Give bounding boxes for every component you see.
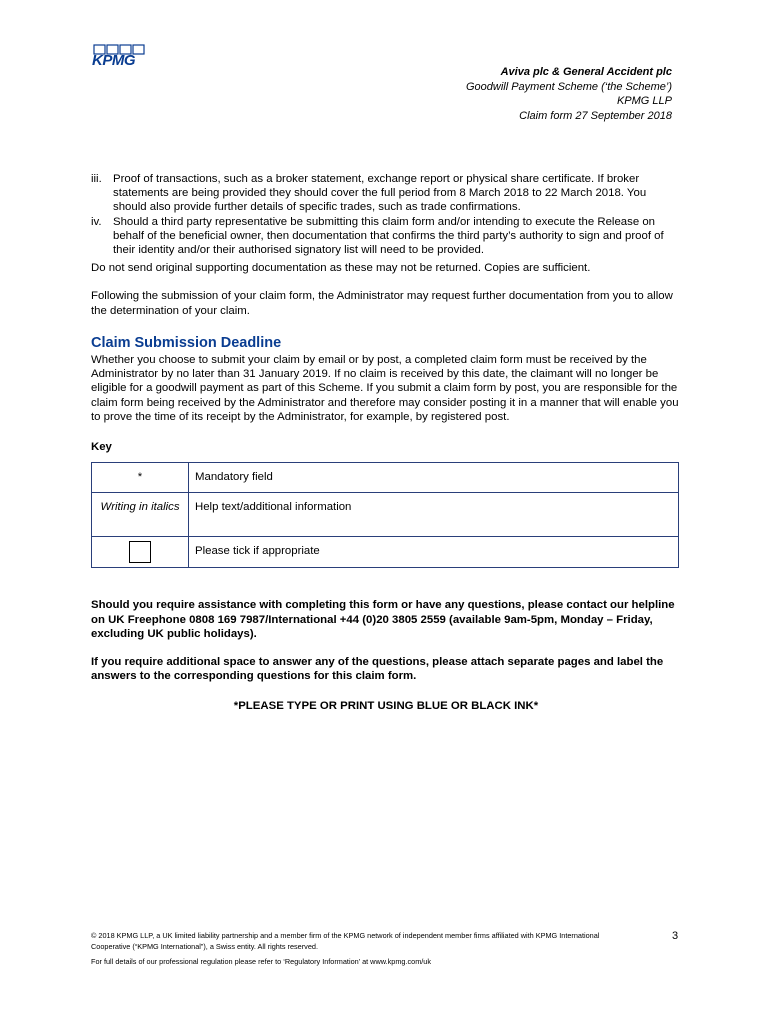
footer-copyright: © 2018 KPMG LLP, a UK limited liability partnership and a member firm of the KPMG network of independent member firms affiliated with KPMG International Cooperative (“KPMG International”), a Swiss entity. All rights reserved.	[91, 931, 600, 951]
list-item	[91, 172, 681, 215]
further-docs-note: Following the submission of your claim form, the Administrator may request further documentation from you to allow the determination of your claim.	[91, 290, 673, 317]
header-company: Aviva plc & General Accident plc	[500, 66, 672, 78]
key-title: Key	[91, 441, 112, 454]
key-symbol: Writing in italics	[92, 493, 189, 537]
list-number: iv.	[91, 215, 102, 228]
header-scheme: Goodwill Payment Scheme (‘the Scheme’)	[465, 80, 672, 93]
key-row	[92, 463, 679, 493]
kpmg-logo-text: KPMG	[92, 52, 135, 69]
header-firm: KPMG LLP	[616, 95, 672, 107]
header-form-date: Claim form 27 September 2018	[519, 109, 672, 122]
key-row	[92, 493, 679, 537]
key-symbol	[92, 537, 189, 568]
key-row	[92, 537, 679, 568]
supporting-docs-note: Do not send original supporting documentation as these may not be returned. Copies are sufficient.	[91, 262, 591, 275]
list-text: Proof of transactions, such as a broker statement, exchange report or physical share certificate. If broker statements are being provided they should cover the full period from 8 March 2018 to 22 March 2018. You should also provide further details of specific trades, such as trade confirmations.	[113, 173, 647, 214]
deadline-heading: Claim Submission Deadline	[91, 334, 282, 351]
footer-regulation: For full details of our professional regulation please refer to ‘Regulatory Information’ at www.kpmg.com/uk	[91, 957, 432, 966]
document-body	[91, 172, 681, 714]
key-description: Help text/additional information	[189, 493, 679, 537]
key-description: Mandatory field	[189, 463, 679, 493]
list-text: Should a third party representative be submitting this claim form and/or intending to execute the Release on behalf of the beneficial owner, then documentation that confirms the third party’s authority to sign and proof of their identity and/or their authorised signatory list will need to be provided.	[113, 215, 664, 257]
key-table	[91, 462, 679, 568]
page-number: 3	[672, 930, 679, 942]
key-description: Please tick if appropriate	[189, 537, 679, 568]
document-header	[466, 65, 672, 123]
checkbox-icon	[129, 541, 151, 563]
footer	[91, 930, 611, 967]
ink-instruction: *PLEASE TYPE OR PRINT USING BLUE OR BLACK INK*	[233, 700, 539, 713]
assistance-note: Should you require assistance with completing this form or have any questions, please contact our helpline on UK Freephone 0808 169 7987/International +44 (0)20 3805 2559 (available 9am-5pm, Monday – Friday, excluding UK public holidays).	[91, 599, 675, 640]
list-item	[91, 215, 681, 258]
key-symbol: *	[92, 463, 189, 493]
additional-space-note: If you require additional space to answer any of the questions, please attach separate pages and label the answers to the corresponding questions for this claim form.	[91, 656, 664, 683]
deadline-text: Whether you choose to submit your claim by email or by post, a completed claim form must be received by the Administrator by no later than 31 January 2019. If no claim is received by this date, the claimant will no longer be eligible for a goodwill payment as part of this Scheme. If you submit a claim form by post, you are responsible for the claim form being received by the Administrator and therefore may consider posting it in a manner that will enable you to prove the time of its receipt by the Administrator, for example, by registered post.	[91, 354, 679, 423]
list-number: iii.	[91, 173, 102, 185]
